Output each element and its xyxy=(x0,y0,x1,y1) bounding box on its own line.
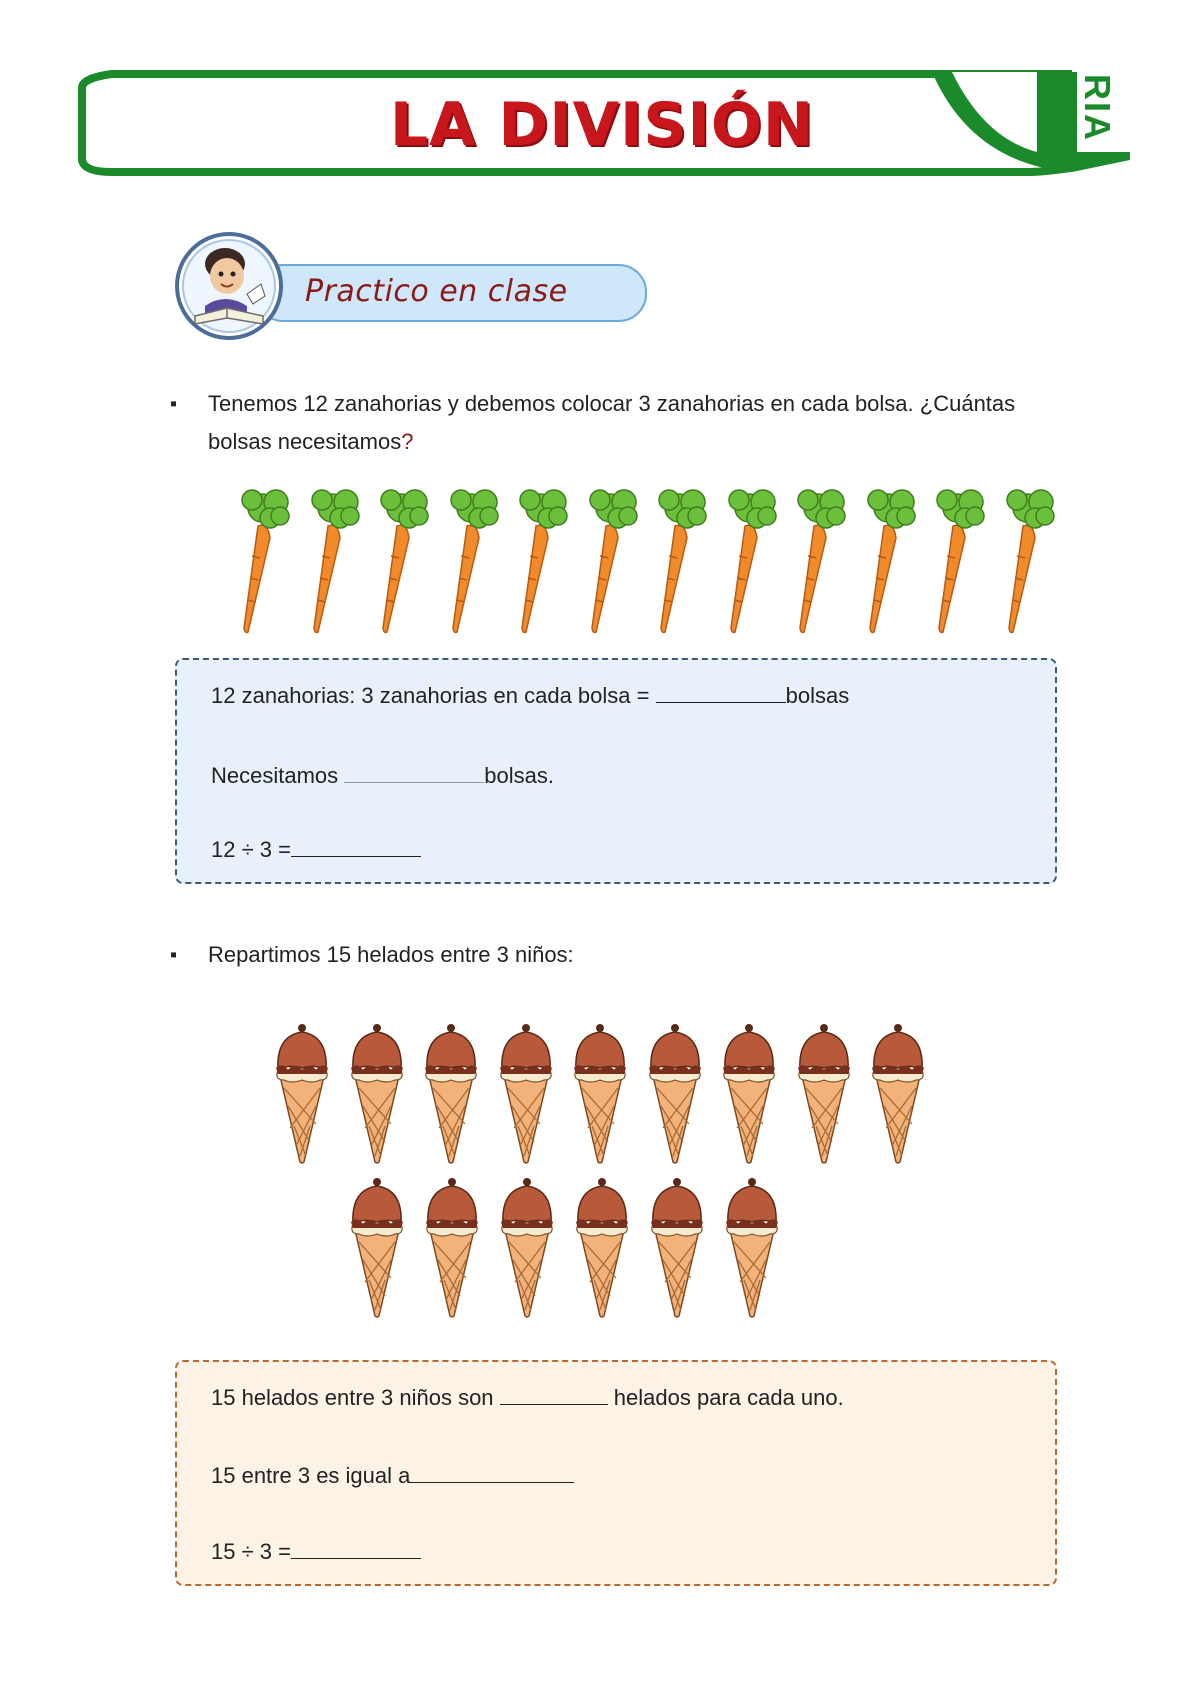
carrot-row xyxy=(228,486,1048,636)
student-reading-icon xyxy=(175,224,283,350)
question-2-text: Repartimos 15 helados entre 3 niños: xyxy=(208,942,574,967)
answer-box-1 xyxy=(175,658,1057,884)
box1-line2 xyxy=(211,762,554,789)
box1-line3 xyxy=(211,836,421,863)
question-2 xyxy=(170,936,1050,976)
icecream-icon xyxy=(792,1018,856,1164)
box1-line1-prefix: 12 zanahorias: 3 zanahorias en cada bolsa = xyxy=(211,683,650,708)
section-label: Practico en clase xyxy=(305,274,568,309)
question-1 xyxy=(170,385,1050,465)
icecream-icon xyxy=(717,1018,781,1164)
header-banner xyxy=(72,68,1130,180)
box2-line1-suffix: helados para cada uno. xyxy=(613,1385,844,1410)
carrot-icon xyxy=(506,486,570,636)
answer-blank[interactable] xyxy=(344,762,484,783)
section-badge xyxy=(175,222,675,352)
box1-line2-suffix: bolsas. xyxy=(484,763,554,788)
carrot-icon xyxy=(784,486,848,636)
carrot-icon xyxy=(645,486,709,636)
carrot-icon xyxy=(715,486,779,636)
box2-line3 xyxy=(211,1538,421,1565)
icecream-icon xyxy=(345,1172,409,1318)
answer-blank[interactable] xyxy=(656,682,786,703)
icecream-icon xyxy=(495,1172,559,1318)
box1-line2-prefix: Necesitamos xyxy=(211,763,339,788)
box2-line2 xyxy=(211,1462,574,1489)
icecream-icon xyxy=(866,1018,930,1164)
box1-line1 xyxy=(211,682,849,709)
carrot-icon xyxy=(437,486,501,636)
icecream-icon xyxy=(645,1172,709,1318)
carrot-icon xyxy=(854,486,918,636)
bullet-icon: ▪ xyxy=(170,944,178,966)
box2-line1 xyxy=(211,1384,844,1411)
bullet-icon: ▪ xyxy=(170,393,178,415)
carrot-icon xyxy=(298,486,362,636)
icecream-icon xyxy=(420,1172,484,1318)
carrot-icon xyxy=(576,486,640,636)
icecream-icon xyxy=(643,1018,707,1164)
page-title: LA DIVISIÓN xyxy=(389,90,815,160)
question-1-line1: Tenemos 12 zanahorias y debemos colocar 3 zanahorias en cada bolsa. ¿Cuántas xyxy=(208,391,1016,416)
answer-blank[interactable] xyxy=(291,836,421,857)
carrot-icon xyxy=(993,486,1057,636)
answer-blank[interactable] xyxy=(500,1384,608,1405)
box2-line2-prefix: 15 entre 3 es igual a xyxy=(211,1463,411,1488)
question-1-line2: bolsas necesitamos xyxy=(208,429,402,454)
answer-blank[interactable] xyxy=(291,1538,421,1559)
box2-line3-prefix: 15 ÷ 3 = xyxy=(211,1539,291,1564)
icecream-icon xyxy=(568,1018,632,1164)
carrot-icon xyxy=(367,486,431,636)
carrot-icon xyxy=(923,486,987,636)
icecream-icon xyxy=(494,1018,558,1164)
answer-box-2 xyxy=(175,1360,1057,1586)
icecream-icon xyxy=(570,1172,634,1318)
icecream-icon xyxy=(270,1018,334,1164)
answer-blank[interactable] xyxy=(410,1462,574,1483)
box1-line1-suffix: bolsas xyxy=(785,683,850,708)
corner-text: RIA xyxy=(1077,74,1118,142)
box1-line3-prefix: 12 ÷ 3 = xyxy=(211,837,291,862)
icecream-icon xyxy=(419,1018,483,1164)
box2-line1-prefix: 15 helados entre 3 niños son xyxy=(211,1385,494,1410)
carrot-icon xyxy=(228,486,292,636)
question-mark: ? xyxy=(401,429,414,454)
icecream-icon xyxy=(345,1018,409,1164)
icecream-icon xyxy=(720,1172,784,1318)
